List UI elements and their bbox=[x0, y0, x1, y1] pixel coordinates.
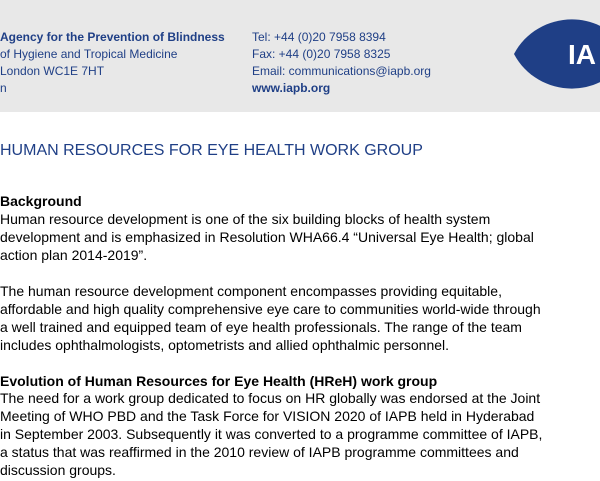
telephone: Tel: +44 (0)20 7958 8394 bbox=[252, 30, 386, 44]
email[interactable]: Email: communications@iapb.org bbox=[252, 64, 431, 78]
page-title: HUMAN RESOURCES FOR EYE HEALTH WORK GROUP bbox=[0, 142, 423, 159]
text-line: includes ophthalmologists, optometrists and allied ophthalmic personnel. bbox=[0, 337, 450, 353]
text-line: The human resource development component encompasses providing equitable, bbox=[0, 283, 502, 299]
paragraph bbox=[0, 282, 541, 354]
text-line: Meeting of WHO PBD and the Task Force for VISION 2020 of IAPB held in Hyderabad bbox=[0, 408, 535, 424]
text-line: development and is emphasized in Resolution WHA66.4 “Universal Eye Health; global bbox=[0, 229, 534, 245]
text-line: a status that was reaffirmed in the 2010 review of IAPB programme committees and bbox=[0, 444, 519, 460]
text-line: in September 2003. Subsequently it was converted to a programme committee of IAPB, bbox=[0, 426, 543, 442]
text-line: action plan 2014-2019”. bbox=[0, 247, 148, 263]
address-line: of Hygiene and Tropical Medicine bbox=[0, 47, 178, 61]
section-heading-evolution: Evolution of Human Resources for Eye Health (HReH) work group bbox=[0, 373, 438, 389]
text-line: a well trained and equipped team of eye health professionals. The range of the team bbox=[0, 319, 522, 335]
organization-address bbox=[0, 29, 225, 97]
paragraph bbox=[0, 389, 542, 479]
contact-details bbox=[252, 29, 431, 97]
letterhead bbox=[0, 0, 600, 112]
text-line: The need for a work group dedicated to focus on HR globally was endorsed at the Joint bbox=[0, 390, 541, 406]
text-line: discussion groups. bbox=[0, 462, 116, 478]
organization-name: Agency for the Prevention of Blindness bbox=[0, 30, 225, 44]
text-line: Human resource development is one of the six building blocks of health system bbox=[0, 211, 491, 227]
section-heading-background: Background bbox=[0, 193, 82, 209]
address-line: London WC1E 7HT bbox=[0, 64, 105, 78]
address-line: n bbox=[0, 81, 7, 95]
paragraph bbox=[0, 210, 534, 264]
text-line: affordable and high quality comprehensive eye care to communities world-wide through bbox=[0, 301, 541, 317]
iapb-eye-logo bbox=[500, 0, 600, 112]
fax: Fax: +44 (0)20 7958 8325 bbox=[252, 47, 391, 61]
website-link[interactable]: www.iapb.org bbox=[252, 81, 331, 95]
logo-text: IA bbox=[568, 39, 596, 70]
